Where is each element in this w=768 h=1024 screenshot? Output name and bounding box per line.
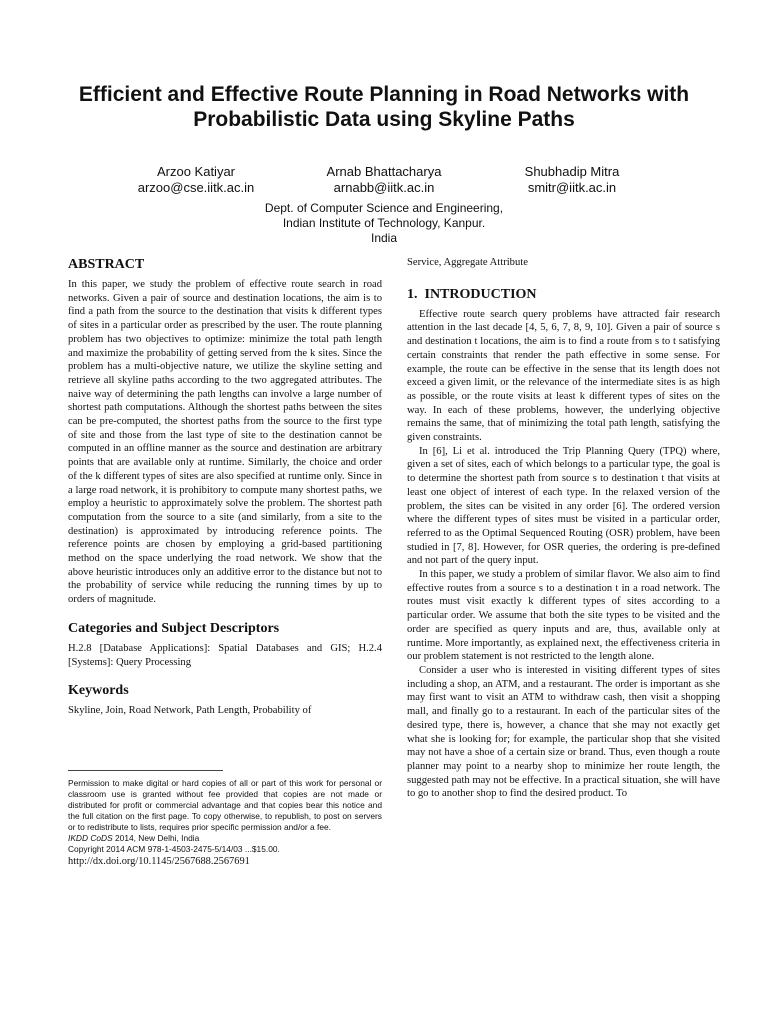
section-number: 1. — [407, 286, 418, 302]
author-block — [60, 164, 708, 200]
intro-paragraph-2: In [6], Li et al. introduced the Trip Planning Query (TPQ) where, given a set of sites, each of which belongs to a particular type, the goal is to determine the shortest path from source s to destination t that visits at least one object of interest of each type. In the relaxed version of the problem, the sites can be visited in any order [6]. The ordered version where the different types of sites must be visited in a particular order, referred to as the Optimal Sequenced Routing (OSR) problem, have been studied in [7, 8]. However, for OSR queries, the ordering is pre-defined and not part of the query input. — [407, 445, 720, 567]
footnote-divider — [68, 770, 223, 771]
author-2 — [274, 164, 494, 196]
introduction-heading — [407, 286, 720, 304]
author-name: Shubhadip Mitra — [524, 164, 620, 179]
intro-paragraph-3: In this paper, we study a problem of similar flavor. We also aim to find effective routes from a source s to a destination t in a road network. The routes must visit exactly k different types of sites according to a particular order. We assume that both the site types to be visited and the order are specified as query inputs and are, thus, available only at runtime. More importantly, as explained next, the effectiveness criteria in our problem statement is not restricted to the length alone. — [407, 569, 720, 663]
keywords-text: Skyline, Join, Road Network, Path Length, Probability of — [68, 705, 312, 717]
keywords-continuation: Service, Aggregate Attribute — [407, 257, 528, 268]
conference-line — [68, 833, 382, 844]
author-name: Arnab Bhattacharya — [326, 164, 442, 179]
section-title: INTRODUCTION — [424, 286, 537, 302]
intro-paragraph-4: Consider a user who is interested in visiting different types of sites including a shop, an ATM, and a restaurant. The order is important as she may first want to visit an ATM to withdraw cash, then visit a shopping mall, and finally go to a restaurant. In each of the particular sites of the desired type, there is, however, a chance that she may not exactly get what she is looking for; for example, the particular shop that she visited may not have a shoe of a certain size or brand. Thus, even though a route planner may point to a nearby shop to minimize her route length, the suggested path may not be effective. In a practical situation, she will have to go to another shop to find the desired product. To — [407, 664, 720, 800]
author-email[interactable]: smitr@iitk.ac.in — [527, 180, 617, 195]
author-1 — [86, 164, 306, 196]
categories-text: H.2.8 [Database Applications]: Spatial Databases and GIS; H.2.4 [Systems]: Query Processing — [68, 642, 382, 668]
categories-heading: Categories and Subject Descriptors — [68, 620, 280, 636]
doi-link[interactable]: http://dx.doi.org/10.1145/2567688.2567691 — [68, 856, 250, 867]
abstract-text: In this paper, we study the problem of effective route search in road networks. Given a pair of source and destination locations, the aim is to find a path from the source to the destination that visits k different types of sites in a particular order as prescribed by the user. The route planning problem has two objectives to optimize: minimize the total path length and maximize the probability of getting served from the k sites. Since the problem has a multi-objective nature, we utilize the skyline setting and retrieve all skyline paths according to the two aggregated attributes. The naive way of determining the path lengths can involve a large number of shortest path computations. Although the shortest paths between the sites can be pre-computed, the shortest paths from the source to the first type of site and those from the last type of site to the destination cannot be computed in an offline manner as the source and destination are arbitrary points that are available only at runtime. Similarly, the choice and order of the k different types of sites are also specified at runtime only. Since in a large road network, it is prohibitory to compute many shortest paths, we employ a heuristic to approximately solve the problem. The shortest path computation from the source to a site (and similarly, from a site to the destination) is approximated by introducing reference points. The reference points are chosen by employing a grid-based partitioning method on the space underlying the road network. We show that the above heuristic introduces only an additive error to the distance but not to the probability of service while reducing the running times by up to orders of magnitude. — [68, 279, 382, 606]
conference-name: IKDD CoDS — [68, 833, 113, 843]
author-email[interactable]: arnabb@iitk.ac.in — [333, 180, 435, 195]
permission-notice — [68, 778, 382, 868]
author-email[interactable]: arzoo@cse.iitk.ac.in — [137, 180, 255, 195]
left-column — [68, 256, 382, 718]
conference-location: 2014, New Delhi, India — [112, 833, 200, 843]
abstract-heading: ABSTRACT — [68, 257, 145, 272]
paper-title: Efficient and Effective Route Planning in Road Networks with Probabilistic Data using Skyline Paths — [78, 83, 690, 131]
affiliation-institute: Indian Institute of Technology, Kanpur. — [282, 216, 486, 230]
intro-paragraph-1: Effective route search query problems have attracted fair research attention in the last decade [4, 5, 6, 7, 8, 9, 10]. Given a pair of source s and destination t locations, the aim is to find a route from s to t satisfying certain constraints that render the path effective in some sense. For example, the route can be effective in the sense that its length does not exceed a given limit, or the relevance of the intermediate sites is as high as possible, or the route visits at least k different types of sites on the way. In each of these problems, however, the underlying objective remains the same, that of minimizing the total path length, satisfying the given constraints. — [407, 308, 720, 444]
keywords-heading: Keywords — [68, 683, 129, 699]
author-name: Arzoo Katiyar — [156, 164, 236, 179]
copyright-line: Copyright 2014 ACM 978-1-4503-2475-5/14/03 ...$15.00. — [68, 844, 280, 854]
right-column — [407, 256, 720, 801]
affiliation — [60, 201, 708, 246]
affiliation-dept: Dept. of Computer Science and Engineering, — [264, 201, 504, 215]
affiliation-country: India — [370, 231, 398, 245]
author-3 — [462, 164, 682, 196]
permission-text: Permission to make digital or hard copies of all or part of this work for personal or classroom use is granted without fee provided that copies are not made or distributed for profit or commercial advantage and that copies bear this notice and the full citation on the first page. To copy otherwise, to republish, to post on servers or to redistribute to lists, requires prior specific permission and/or a fee. — [68, 778, 382, 832]
